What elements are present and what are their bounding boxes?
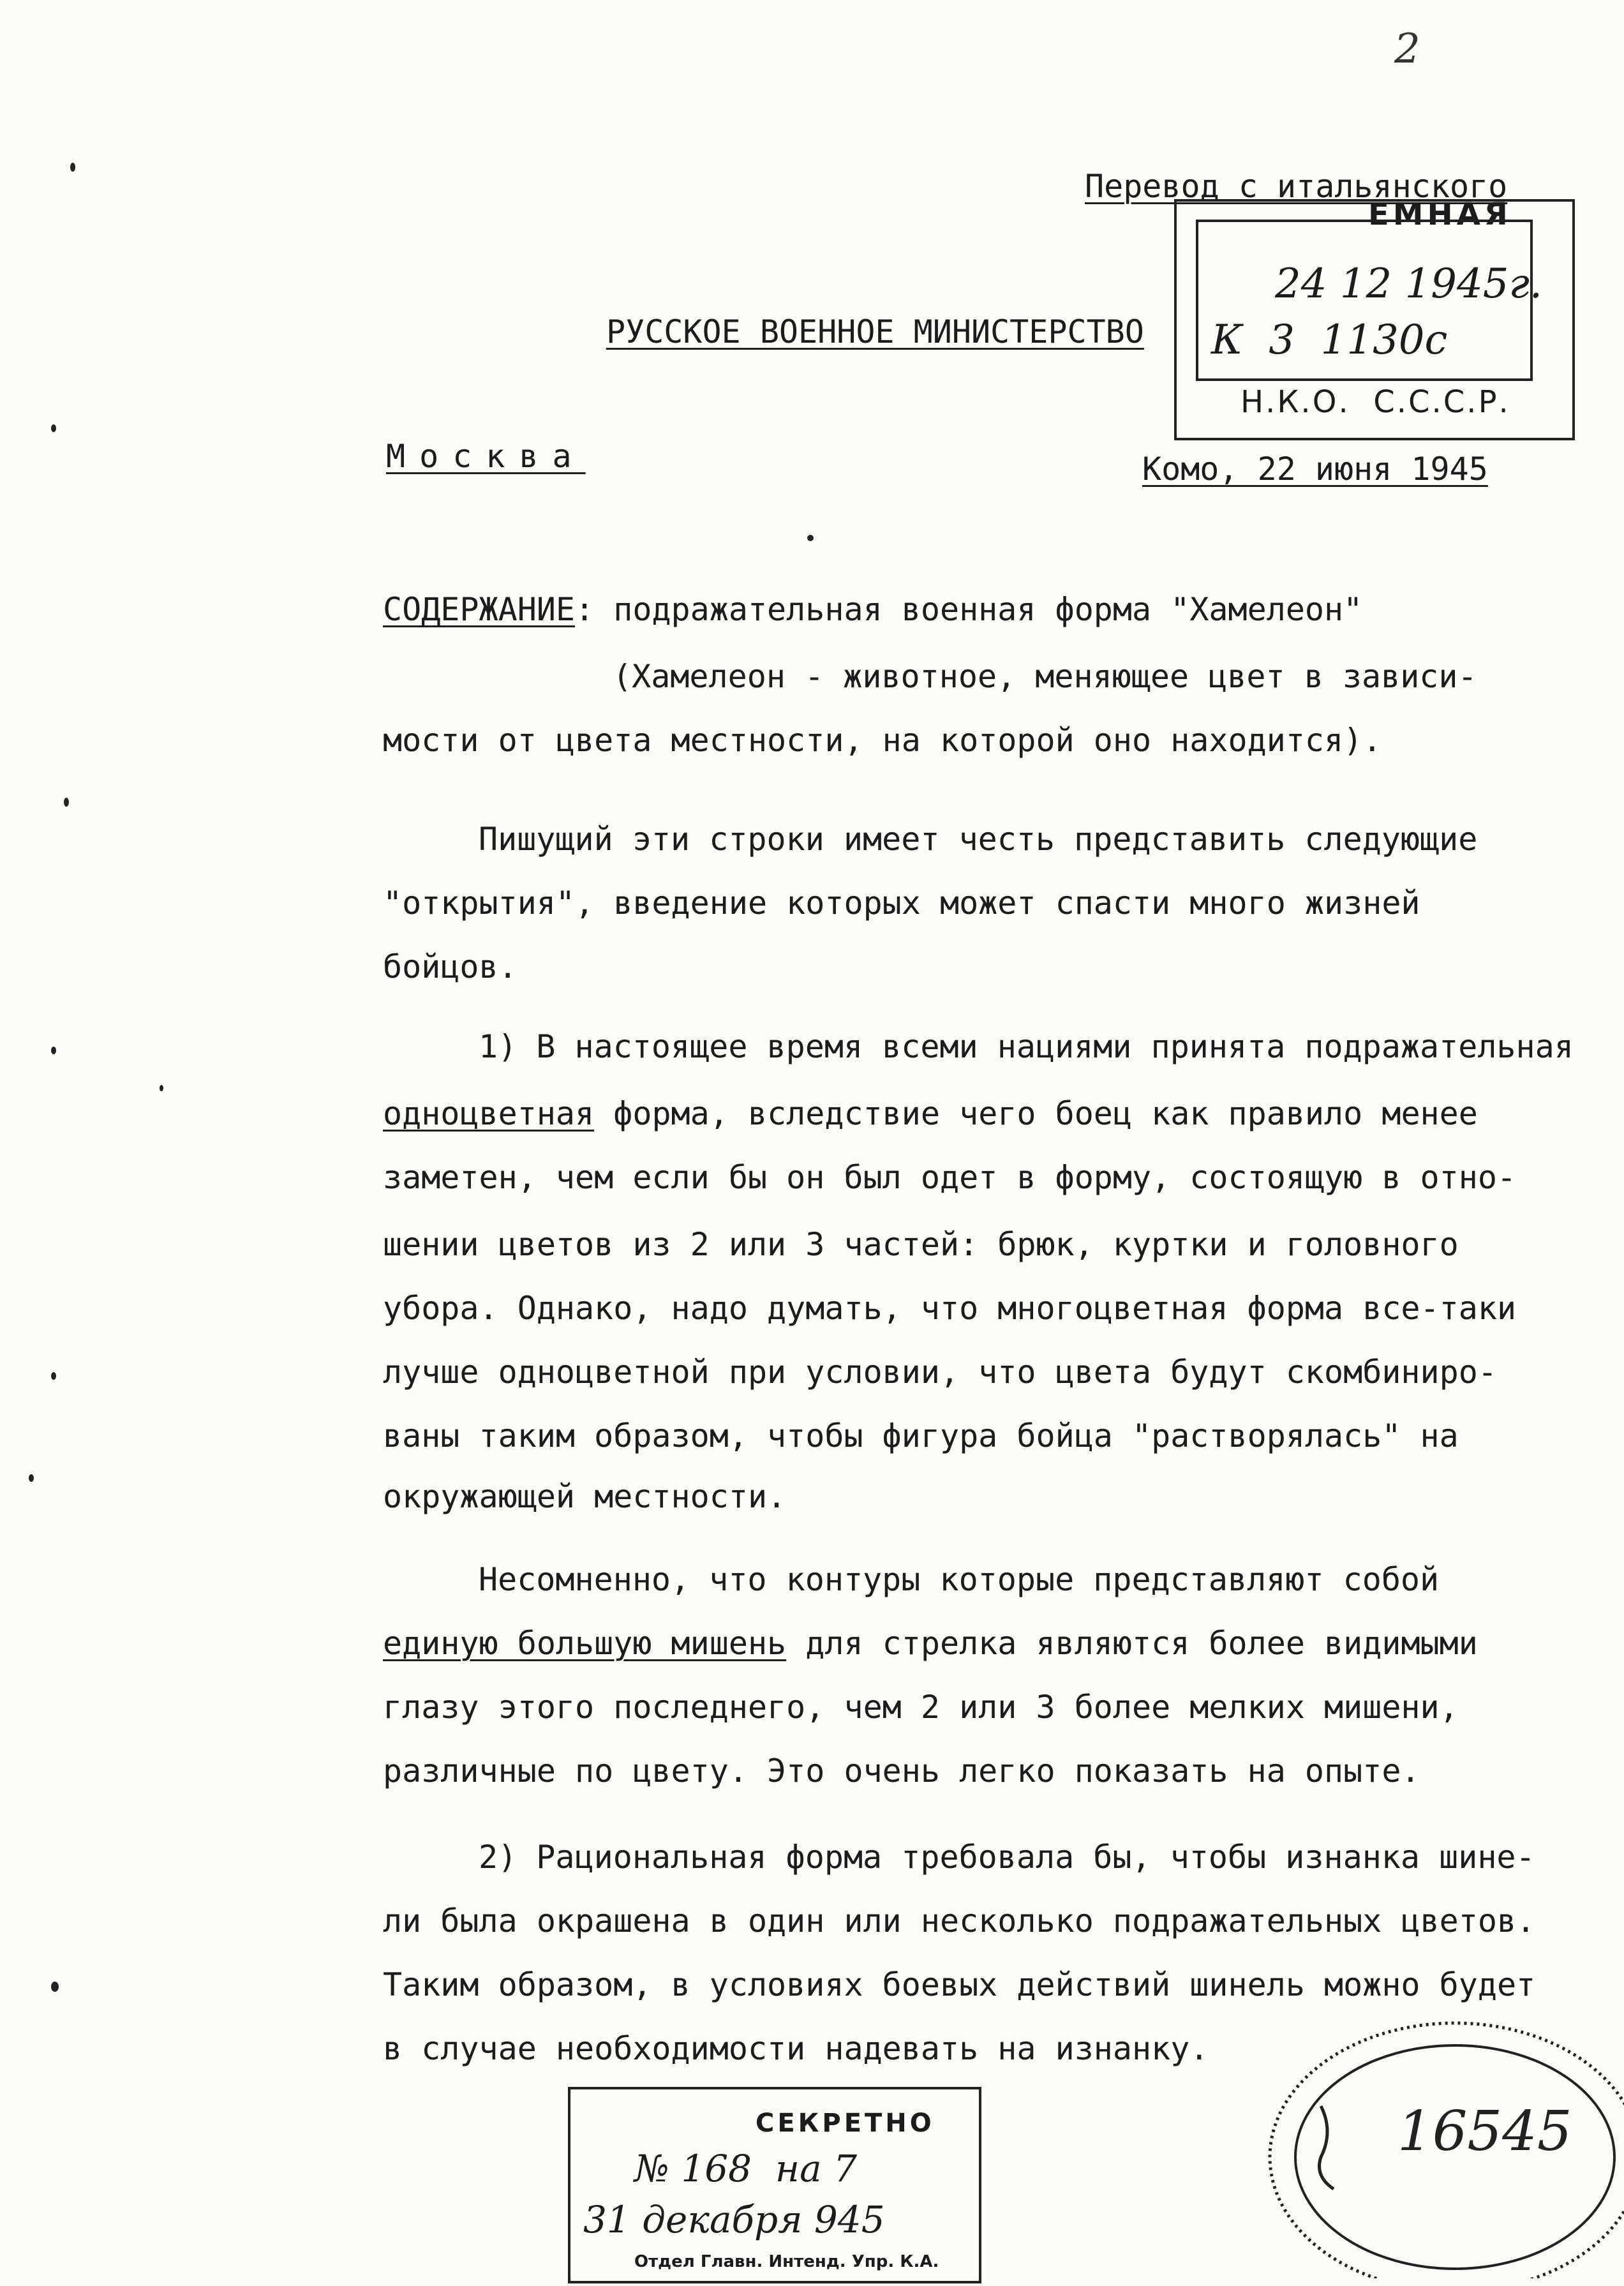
city: Москва <box>386 438 586 475</box>
para2-line2-rest: форма, вследствие чего боец как правило менее <box>594 1095 1478 1132</box>
margin-speck <box>807 535 814 541</box>
para2-line8: окружающей местности. <box>383 1478 787 1515</box>
para1-line1: Пишущий эти строки имеет честь представить следующие <box>479 821 1478 858</box>
secret-dept-line: Отдел Главн. Интенд. Упр. К.А. <box>634 2252 939 2271</box>
margin-speck <box>29 1474 34 1482</box>
para4-line2: ли была окрашена в один или несколько подражательных цветов. <box>383 1902 1536 1939</box>
margin-speck <box>160 1085 163 1091</box>
content-subline-1: (Хамелеон - животное, меняющее цвет в зависи- <box>613 658 1477 695</box>
stamp-date: 24 12 1945г. <box>1275 260 1543 308</box>
content-subline-2: мости от цвета местности, на которой оно находится). <box>383 722 1382 759</box>
para3-line1: Несомненно, что контуры которые представляют собой <box>479 1561 1440 1598</box>
place-date: Комо, 22 июня 1945 <box>1142 451 1488 488</box>
ministry-heading: РУССКОЕ ВОЕННОЕ МИНИСТЕРСТВО <box>606 313 1144 350</box>
margin-speck <box>70 163 75 172</box>
margin-speck <box>64 798 69 807</box>
para2-line6: лучше одноцветной при условии, что цвета будут скомбиниро- <box>383 1354 1497 1391</box>
content-heading <box>383 590 1362 629</box>
secret-date-line: 31 декабря 945 <box>583 2198 885 2241</box>
para1-line2: "открытия", введение которых может спасти много жизней <box>383 885 1420 922</box>
secret-label: СЕКРЕТНО <box>756 2109 935 2138</box>
stamp-inner-box <box>1196 220 1543 381</box>
para2-line7: ваны таким образом, чтобы фигура бойца "растворялась" на <box>383 1417 1459 1454</box>
seal-number: 16545 <box>1397 2100 1572 2163</box>
stamp-title: ЕМНАЯ <box>1368 197 1512 232</box>
para2-underlined: одноцветная <box>383 1095 595 1132</box>
secret-stamp <box>568 2087 981 2283</box>
para3-line2-rest: для стрелка являются более видимыми <box>786 1625 1478 1662</box>
para1-line3: бойцов. <box>383 948 518 985</box>
para2-line5: убора. Однако, надо думать, что многоцветная форма все-таки <box>383 1290 1517 1327</box>
para3-line4: различные по цвету. Это очень легко показать на опыте. <box>383 1752 1420 1789</box>
margin-speck <box>51 1372 56 1380</box>
para3-underlined: единую большую мишень <box>383 1625 787 1662</box>
secret-number-line: № 168 на 7 <box>634 2147 858 2190</box>
para3-line3: глазу этого последнего, чем 2 или 3 более мелких мишени, <box>383 1689 1459 1726</box>
stamp-org: Н.К.О. С.С.С.Р. <box>1240 384 1510 420</box>
para4-line1: 2) Рациональная форма требовала бы, чтобы изнанка шине- <box>479 1839 1535 1876</box>
content-label: СОДЕРЖАНИЕ <box>383 591 576 628</box>
corner-page-mark: 2 <box>1394 26 1420 73</box>
para3-line2 <box>383 1624 1478 1662</box>
content-subject: : подражательная военная форма "Хамелеон" <box>575 591 1363 628</box>
registration-stamp <box>1174 199 1575 440</box>
para2-line2 <box>383 1094 1478 1133</box>
margin-speck <box>51 424 56 432</box>
translation-note: Перевод с итальянского <box>1085 168 1508 205</box>
para2-line3: заметен, чем если бы он был одет в форму, состоящую в отно- <box>383 1159 1517 1196</box>
para4-line3: Таким образом, в условиях боевых действий шинель можно будет <box>383 1966 1536 2003</box>
stamp-number: К 3 1130с <box>1211 317 1448 364</box>
margin-speck <box>51 1047 56 1054</box>
para4-line4: в случае необходимости надевать на изнанку. <box>383 2030 1209 2067</box>
para2-line1: 1) В настоящее время всеми нациями принята подражательная <box>479 1028 1574 1065</box>
margin-speck <box>51 1982 59 1992</box>
para2-line4: шении цветов из 2 или 3 частей: брюк, куртки и головного <box>383 1226 1459 1263</box>
